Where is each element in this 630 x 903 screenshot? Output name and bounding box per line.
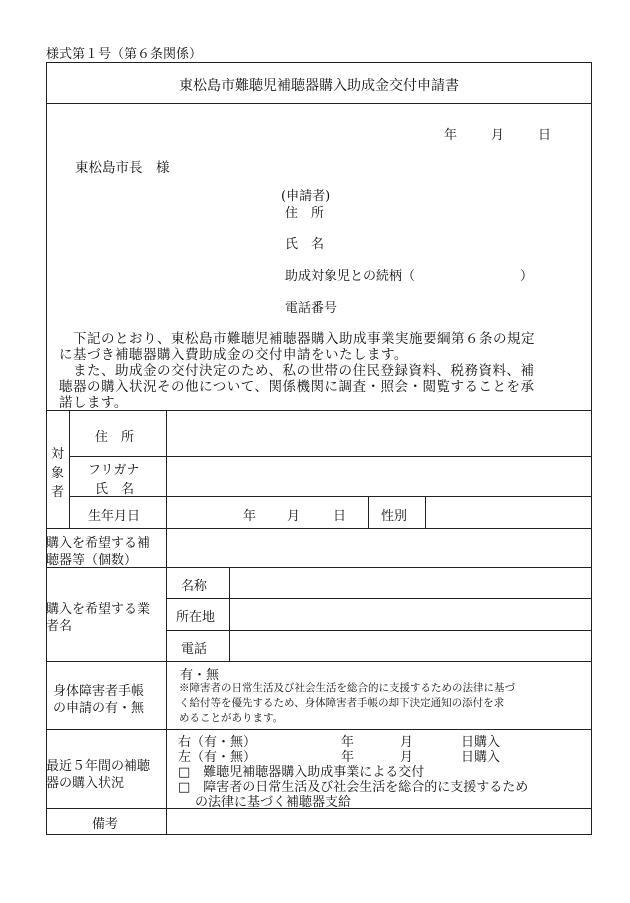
history-left-year: 年 — [341, 750, 355, 765]
history-left-day: 日購入 — [461, 750, 501, 765]
target-furigana-label: フリガナ — [88, 463, 140, 478]
birth-month: 月 — [287, 509, 301, 524]
history-left-month: 月 — [400, 750, 414, 765]
history-label-2: 器の購入状況 — [46, 776, 125, 791]
history-right-month: 月 — [400, 735, 414, 750]
body-line-1: 下記のとおり、東松島市難聴児補聴器購入助成事業実施要綱第６条の規定 — [59, 331, 535, 347]
vendor-label-2: 者名 — [46, 619, 73, 634]
body-line-3: また、助成金の交付決定のため、私の世帯の住民登録資料、税務資料、補 — [59, 363, 535, 379]
history-label-1: 最近５年間の補聴 — [46, 759, 151, 774]
target-side-char-1: 対 — [51, 447, 65, 462]
birth-day: 日 — [333, 509, 347, 524]
target-birthdate-label: 生年月日 — [88, 509, 141, 524]
handbook-note-2: く給付等を優先するため、身体障害者手帳の却下決定通知の添付を求 — [179, 697, 505, 709]
addressee: 東松島市長 様 — [75, 160, 170, 176]
gender-label: 性別 — [381, 509, 408, 524]
date-day: 日 — [538, 128, 552, 143]
history-option-2-line-2: の法律に基づく補聴器支給 — [195, 795, 352, 810]
applicant-name-label: 氏 名 — [285, 237, 325, 252]
history-right-year: 年 — [341, 735, 355, 750]
table-top-line — [46, 410, 592, 411]
history-right-label: 右（有・無） — [178, 735, 257, 750]
form-frame — [46, 62, 592, 835]
birth-year: 年 — [243, 509, 257, 524]
vendor-name-label: 名称 — [181, 579, 208, 594]
date-month: 月 — [491, 128, 505, 143]
body-line-5: 諾します。 — [59, 395, 128, 411]
device-request-label-1: 購入を希望する補 — [46, 536, 151, 551]
handbook-note-1: ※障害者の日常生活及び社会生活を総合的に支援するための法律に基づ — [179, 682, 515, 694]
history-right-day: 日購入 — [461, 735, 501, 750]
form-title: 東松島市難聴児補聴器購入助成金交付申請書 — [179, 78, 459, 94]
date-year: 年 — [444, 128, 458, 143]
body-line-4: 聴器の購入状況その他について、関係機関に調査・照会・閲覧することを承 — [59, 379, 535, 395]
title-divider — [46, 103, 592, 104]
handbook-choice: 有・無 — [180, 668, 220, 683]
target-address-label: 住 所 — [95, 430, 135, 445]
device-request-label-2: 聴器等（個数） — [46, 553, 138, 568]
applicant-address-label: 住 所 — [285, 206, 325, 221]
remarks-label: 備考 — [92, 817, 119, 832]
history-option-2-line-1[interactable]: □ 障害者の日常生活及び社会生活を総合的に支援するため — [178, 780, 529, 795]
applicant-heading: (申請者) — [281, 189, 331, 204]
vendor-label-1: 購入を希望する業 — [46, 602, 151, 617]
applicant-phone-label: 電話番号 — [285, 301, 338, 316]
history-option-1[interactable]: □ 難聴児補聴器購入助成事業による交付 — [178, 765, 425, 780]
target-side-char-2: 象 — [51, 466, 65, 481]
form-number: 様式第１号（第６条関係） — [46, 47, 203, 62]
history-left-label: 左（有・無） — [178, 750, 257, 765]
handbook-label-1: 身体障害者手帳 — [53, 684, 145, 699]
vendor-location-label: 所在地 — [176, 610, 216, 625]
applicant-relation-label: 助成対象児との続柄（ — [285, 269, 416, 284]
handbook-label-2: の申請の有・無 — [53, 701, 145, 716]
target-name-label: 氏 名 — [95, 482, 135, 497]
vendor-phone-label: 電話 — [181, 642, 208, 657]
body-line-2: に基づき補聴器購入費助成金の交付申請をいたします。 — [59, 347, 408, 363]
handbook-note-3: めることがあります。 — [179, 712, 284, 724]
target-side-char-3: 者 — [51, 485, 65, 500]
applicant-relation-close: ） — [520, 269, 534, 284]
